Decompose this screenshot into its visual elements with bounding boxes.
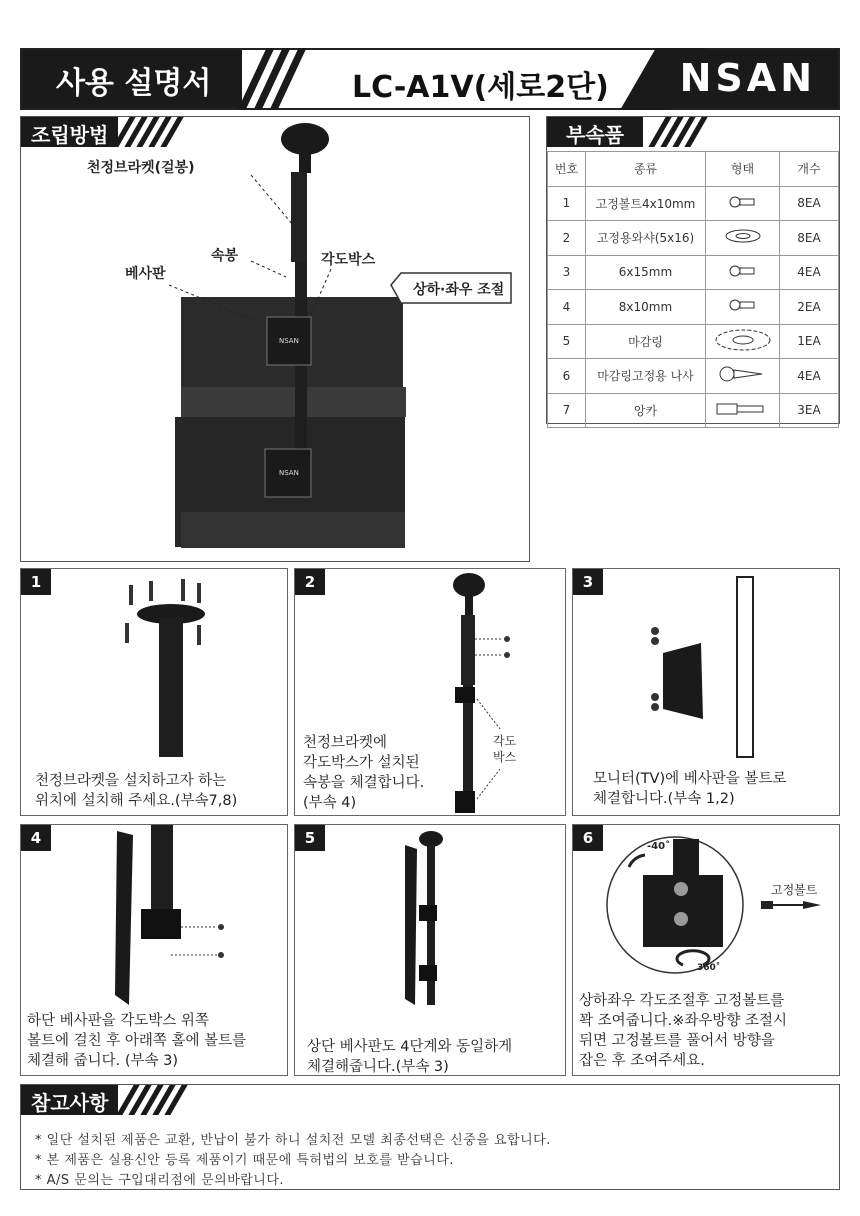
note-item: * 일단 설치된 제품은 교환, 반납이 불가 하니 설치전 모델 최종선택은 신중을 요합니다. (35, 1133, 551, 1148)
step-4-text: 하단 베사판을 각도박스 위쪽 볼트에 걸친 후 아래쪽 홀에 볼트를 체결해 줍니다. (부속 3) (27, 1013, 247, 1069)
step-4-panel (20, 824, 288, 1076)
row-no: 4 (548, 290, 586, 325)
table-row (548, 359, 839, 394)
step-2-panel (294, 568, 566, 816)
page-title: 사용 설명서 (56, 66, 212, 101)
table-row (548, 324, 839, 359)
step-2-callout: 각도 박스 (493, 734, 517, 764)
row-qty: 3EA (780, 393, 839, 428)
row-type: 앙카 (586, 393, 706, 428)
row-type: 6x15mm (586, 255, 706, 290)
step-number: 1 (21, 569, 51, 595)
callout-ceiling-bracket: 천정브라켓(걸봉) (87, 160, 195, 176)
bolt-icon (706, 255, 780, 290)
step-2-text: 천정브라켓에 각도박스가 설치된 속봉을 체결합니다. (부속 4) (303, 735, 425, 811)
row-type: 8x10mm (586, 290, 706, 325)
angle-bottom-label: 360˚ (697, 963, 721, 973)
row-no: 2 (548, 221, 586, 256)
col-type: 종류 (586, 152, 706, 187)
assembly-panel (20, 116, 530, 562)
parts-label: 부속품 (547, 117, 643, 147)
step-1-panel (20, 568, 288, 816)
parts-panel (546, 116, 840, 424)
row-qty: 2EA (780, 290, 839, 325)
callout-vesa-plate: 베사판 (125, 266, 166, 282)
washer-icon (706, 221, 780, 256)
table-row (548, 186, 839, 221)
step-3-panel (572, 568, 840, 816)
callout-angle-box: 각도박스 (321, 252, 376, 268)
row-no: 1 (548, 186, 586, 221)
row-no: 6 (548, 359, 586, 394)
step-number: 2 (295, 569, 325, 595)
assembly-illustration (21, 117, 529, 561)
step-number: 6 (573, 825, 603, 851)
parts-table (547, 151, 839, 428)
col-no: 번호 (548, 152, 586, 187)
fixing-bolt-label: 고정볼트 (771, 883, 818, 897)
callout-inner-pole: 속봉 (211, 248, 239, 264)
row-type: 고정볼트4x10mm (586, 186, 706, 221)
bolt-icon (706, 186, 780, 221)
model-name: LC-A1V(세로2단) (352, 70, 609, 105)
callout-adjust: 상하·좌우 조절 (413, 282, 505, 298)
row-qty: 8EA (780, 221, 839, 256)
parts-header-row (548, 152, 839, 187)
step-5-panel (294, 824, 566, 1076)
step-number: 4 (21, 825, 51, 851)
row-qty: 8EA (780, 186, 839, 221)
step-6-panel (572, 824, 840, 1076)
bolt-icon (706, 290, 780, 325)
table-row (548, 290, 839, 325)
assembly-label: 조립방법 (21, 117, 118, 147)
note-item: * 본 제품은 실용신안 등록 제품이기 때문에 특허법의 보호를 받습니다. (35, 1153, 454, 1168)
vesa-logo-lower: NSAN (279, 469, 299, 477)
row-type: 고정용와샤(5x16) (586, 221, 706, 256)
table-row (548, 255, 839, 290)
step-6-text: 상하좌우 각도조절후 고정볼트를 꽉 조여줍니다.※좌우방향 조절시 뒤면 고정볼트를 풀어서 방향을 잡은 후 조여주세요. (579, 993, 788, 1069)
row-no: 5 (548, 324, 586, 359)
col-qty: 개수 (780, 152, 839, 187)
row-qty: 1EA (780, 324, 839, 359)
brand-logo: NSAN (679, 56, 816, 100)
screw-icon (706, 359, 780, 394)
note-item: * A/S 문의는 구입대리점에 문의바랍니다. (35, 1173, 285, 1188)
ring-icon (706, 324, 780, 359)
table-row (548, 221, 839, 256)
notes-label: 참고사항 (21, 1085, 118, 1115)
step-number: 3 (573, 569, 603, 595)
step-number: 5 (295, 825, 325, 851)
angle-top-label: -40˚ (647, 841, 671, 852)
table-row (548, 393, 839, 428)
row-qty: 4EA (780, 255, 839, 290)
row-no: 7 (548, 393, 586, 428)
row-type: 마감링고정용 나사 (586, 359, 706, 394)
step-1-text: 천정브라켓을 설치하고자 하는 위치에 설치해 주세요.(부속7,8) (35, 773, 238, 809)
anchor-icon (706, 393, 780, 428)
step-5-text: 상단 베사판도 4단계와 동일하게 체결해줍니다.(부속 3) (307, 1039, 513, 1075)
row-no: 3 (548, 255, 586, 290)
col-shape: 형태 (706, 152, 780, 187)
vesa-logo-upper: NSAN (279, 337, 299, 345)
row-type: 마감링 (586, 324, 706, 359)
header-bar (20, 48, 840, 110)
step-3-text: 모니터(TV)에 베사판을 볼트로 체결합니다.(부속 1,2) (593, 771, 787, 807)
notes-panel (20, 1084, 840, 1190)
row-qty: 4EA (780, 359, 839, 394)
